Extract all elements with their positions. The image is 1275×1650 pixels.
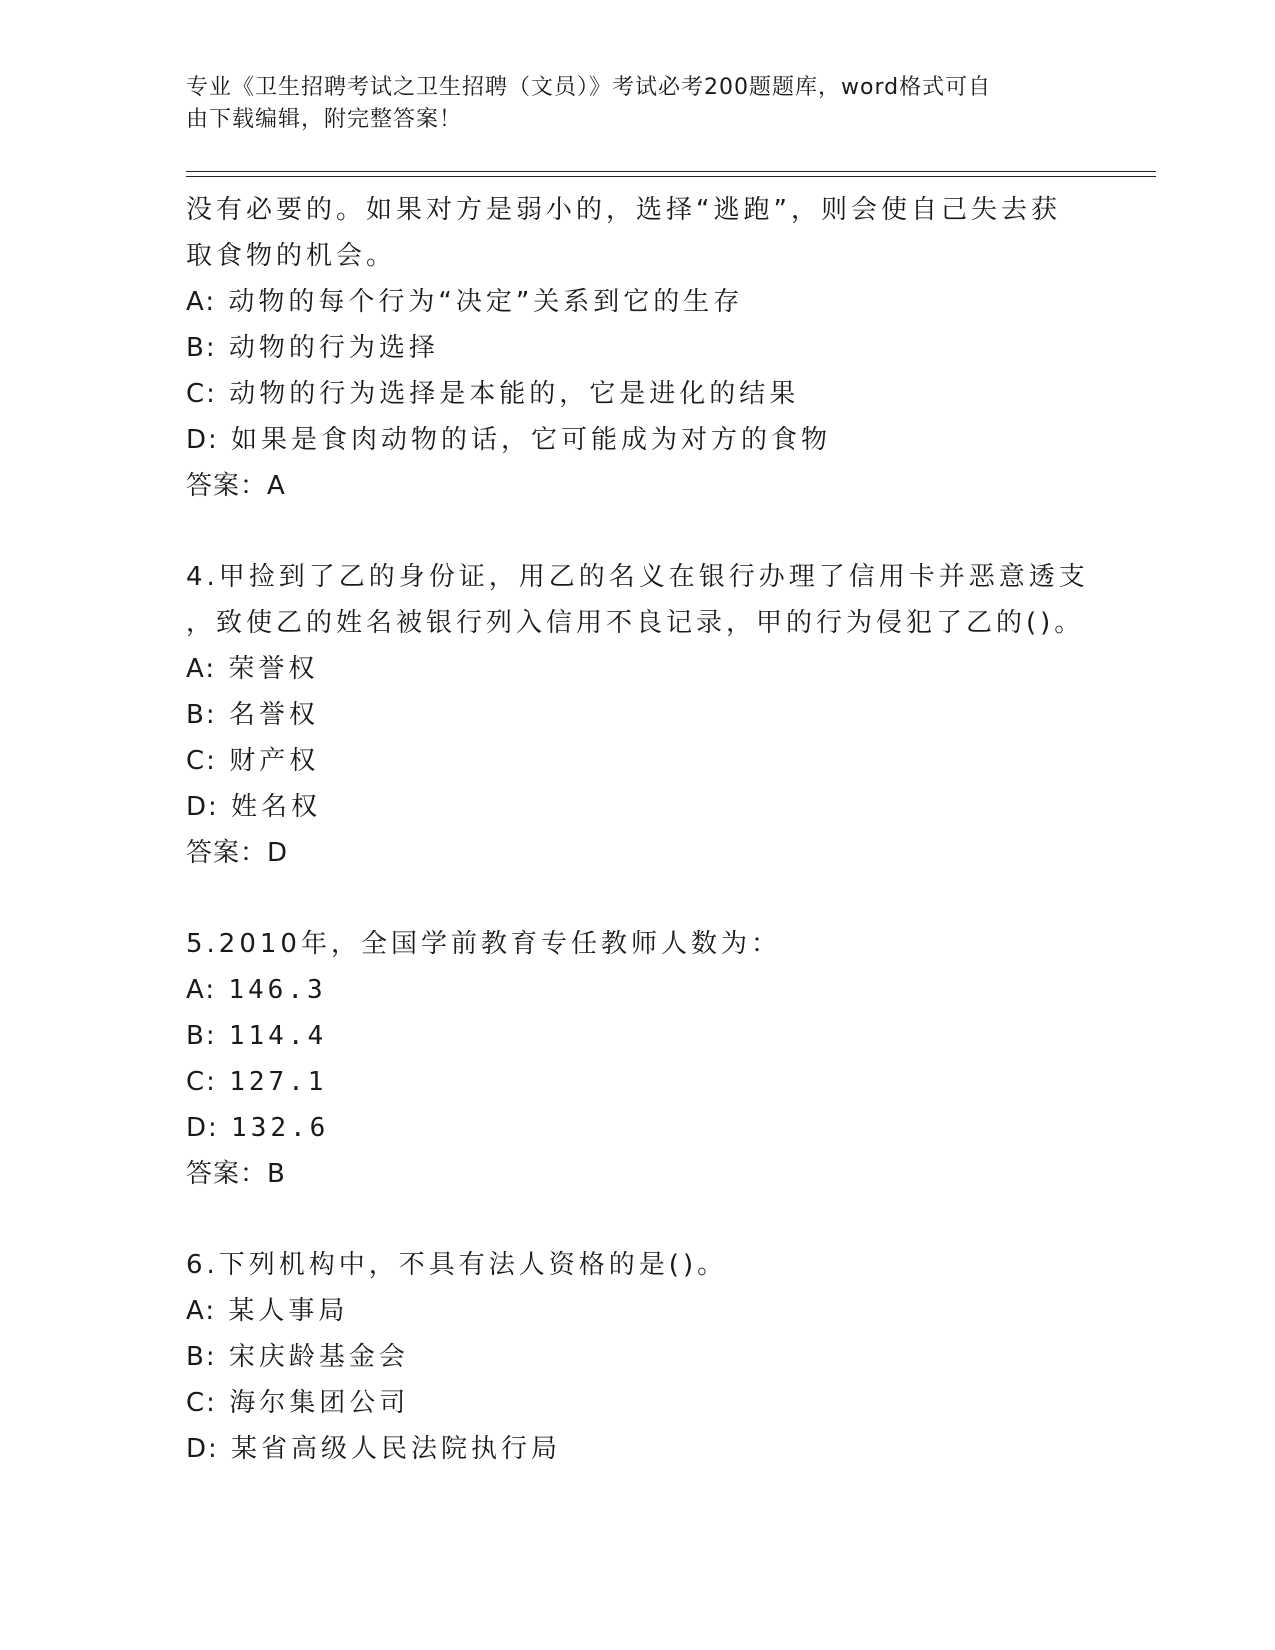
option-label: D: bbox=[186, 1113, 219, 1143]
answer-line: 答案：A bbox=[186, 471, 286, 501]
option-b bbox=[186, 692, 1086, 738]
option-label: C: bbox=[186, 1067, 217, 1097]
option-text: 财产权 bbox=[229, 746, 320, 776]
header-line-1: 专业《卫生招聘考试之卫生招聘（文员）》考试必考200题题库，word格式可自 bbox=[186, 75, 992, 100]
option-label: B: bbox=[186, 1021, 217, 1051]
option-label: B: bbox=[186, 333, 217, 363]
option-label: B: bbox=[186, 1342, 217, 1372]
question-3-continued bbox=[186, 187, 1086, 509]
answer-line: 答案：B bbox=[186, 1159, 286, 1189]
option-label: D: bbox=[186, 425, 219, 455]
option-text: 海尔集团公司 bbox=[229, 1388, 410, 1418]
option-d bbox=[186, 1105, 1086, 1151]
option-label: B: bbox=[186, 700, 217, 730]
option-text: 146.3 bbox=[228, 975, 327, 1005]
option-text: 名誉权 bbox=[228, 700, 319, 730]
option-b bbox=[186, 1013, 1086, 1059]
option-text: 某人事局 bbox=[228, 1296, 349, 1326]
question-text-line: ，致使乙的姓名被银行列入信用不良记录，甲的行为侵犯了乙的()。 bbox=[186, 608, 1085, 638]
option-b bbox=[186, 325, 1086, 371]
question-text-line: 取食物的机会。 bbox=[186, 241, 397, 271]
option-label: A: bbox=[186, 287, 217, 317]
option-label: D: bbox=[186, 792, 219, 822]
option-c bbox=[186, 371, 1086, 417]
header-divider-bottom bbox=[186, 176, 1156, 177]
option-c bbox=[186, 738, 1086, 784]
option-text: 114.4 bbox=[228, 1021, 328, 1051]
option-a bbox=[186, 279, 1086, 325]
answer-line: 答案：D bbox=[186, 838, 289, 868]
option-d bbox=[186, 784, 1086, 830]
document-header bbox=[186, 72, 1066, 136]
option-b bbox=[186, 1334, 1086, 1380]
question-list bbox=[186, 187, 1089, 1472]
option-d bbox=[186, 417, 1086, 463]
question-5 bbox=[186, 921, 1086, 1197]
option-text: 某省高级人民法院执行局 bbox=[231, 1434, 562, 1464]
question-6 bbox=[186, 1242, 1086, 1472]
question-4 bbox=[186, 554, 1089, 876]
option-text: 姓名权 bbox=[231, 792, 322, 822]
question-text-line: 没有必要的。如果对方是弱小的，选择“逃跑”，则会使自己失去获 bbox=[186, 195, 1061, 225]
option-label: C: bbox=[186, 746, 217, 776]
option-label: C: bbox=[186, 379, 217, 409]
option-label: A: bbox=[186, 975, 217, 1005]
option-a bbox=[186, 646, 1086, 692]
option-text: 127.1 bbox=[229, 1067, 328, 1097]
header-line-2: 由下载编辑，附完整答案！ bbox=[186, 107, 463, 132]
option-c bbox=[186, 1059, 1086, 1105]
question-text-line: 4.甲捡到了乙的身份证，用乙的名义在银行办理了信用卡并恶意透支 bbox=[186, 562, 1089, 592]
option-text: 荣誉权 bbox=[228, 654, 319, 684]
option-label: A: bbox=[186, 654, 217, 684]
question-text-line: 6.下列机构中，不具有法人资格的是()。 bbox=[186, 1250, 728, 1280]
option-a bbox=[186, 967, 1086, 1013]
option-c bbox=[186, 1380, 1086, 1426]
option-label: D: bbox=[186, 1434, 219, 1464]
option-text: 动物的行为选择 bbox=[228, 333, 439, 363]
option-text: 如果是食肉动物的话，它可能成为对方的食物 bbox=[231, 425, 832, 455]
option-text: 132.6 bbox=[231, 1113, 330, 1143]
question-text-line: 5.2010年，全国学前教育专任教师人数为： bbox=[186, 929, 781, 959]
option-label: C: bbox=[186, 1388, 217, 1418]
option-text: 动物的行为选择是本能的，它是进化的结果 bbox=[229, 379, 800, 409]
option-d bbox=[186, 1426, 1086, 1472]
option-a bbox=[186, 1288, 1086, 1334]
option-label: A: bbox=[186, 1296, 217, 1326]
option-text: 宋庆龄基金会 bbox=[228, 1342, 409, 1372]
option-text: 动物的每个行为“决定”关系到它的生存 bbox=[228, 287, 744, 317]
header-divider-top bbox=[186, 171, 1156, 172]
